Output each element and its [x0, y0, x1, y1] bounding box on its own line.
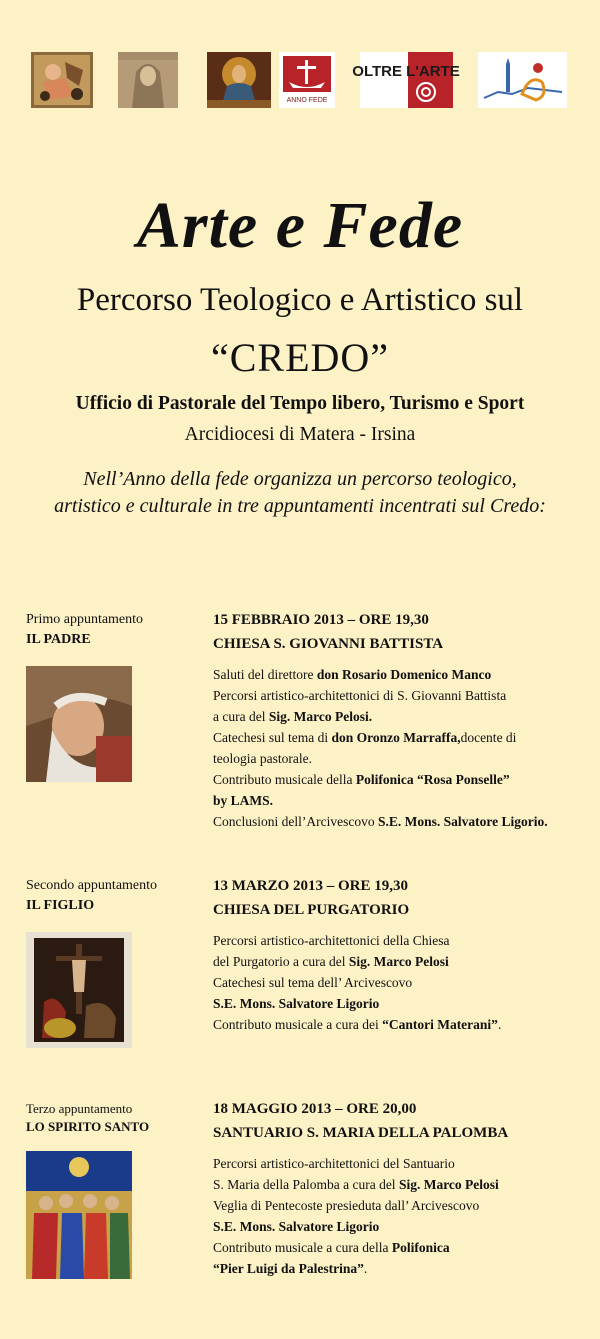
crucifixion-painting [26, 932, 132, 1048]
christ-pantocrator-logo [207, 52, 271, 108]
event-name: IL FIGLIO [26, 898, 95, 913]
detail-line: teologia pastorale. [213, 751, 312, 766]
event-date: 13 MARZO 2013 – ORE 19,30 [213, 878, 408, 894]
event-label: Terzo appuntamento [26, 1101, 133, 1116]
event-place: CHIESA S. GIOVANNI BATTISTA [213, 636, 444, 652]
subtitle-line-1: Percorso Teologico e Artistico sul [76, 282, 524, 318]
diocese-name: Arcidiocesi di Matera - Irsina [184, 424, 416, 445]
detail-line: Contributo musicale a cura dei “Cantori Materani”. [213, 1017, 502, 1032]
madonna-icon-logo [118, 52, 178, 108]
detail-line: Catechesi sul tema di don Oronzo Marraffa,docente di [213, 730, 517, 745]
detail-line: Conclusioni dell’Arcivescovo S.E. Mons. Salvatore Ligorio. [213, 814, 548, 829]
event-details [213, 930, 593, 1035]
mosaic-logo [31, 52, 93, 108]
event-name: IL PADRE [26, 632, 91, 647]
detail-line: S. Maria della Palomba a cura del Sig. Marco Pelosi [213, 1177, 499, 1192]
detail-line: Percorsi artistico-architettonici del Santuario [213, 1156, 455, 1171]
event-details [213, 1153, 593, 1279]
intro-line-2: artistico e culturale in tre appuntamenti incentrati sul Credo: [54, 495, 546, 517]
intro-line-1: Nell’Anno della fede organizza un percorso teologico, [83, 468, 517, 490]
svg-text:OLTRE L'ARTE: OLTRE L'ARTE [352, 63, 460, 80]
intro-text [0, 466, 600, 520]
detail-line: by LAMS. [213, 793, 274, 808]
god-the-father-painting [26, 666, 132, 782]
event-label: Secondo appuntamento [26, 878, 158, 893]
detail-line: Contributo musicale a cura della Polifonica [213, 1240, 450, 1255]
anno-della-fede-logo [279, 52, 335, 108]
event-place: SANTUARIO S. MARIA DELLA PALOMBA [213, 1125, 509, 1141]
subtitle-line-2: “CREDO” [210, 335, 390, 380]
event-place: CHIESA DEL PURGATORIO [213, 902, 410, 918]
diocese-logo [478, 52, 567, 108]
event-name: LO SPIRITO SANTO [26, 1119, 150, 1134]
organizer-office: Ufficio di Pastorale del Tempo libero, Turismo e Sport [75, 393, 525, 414]
detail-line: S.E. Mons. Salvatore Ligorio [213, 996, 380, 1011]
event-details [213, 664, 593, 832]
detail-line: Veglia di Pentecoste presieduta dall’ Arcivescovo [213, 1198, 480, 1213]
svg-text:ANNO FEDE: ANNO FEDE [286, 97, 328, 104]
logo-strip [0, 52, 600, 110]
pentecost-painting [26, 1151, 132, 1279]
detail-line: Percorsi artistico-architettonici di S. Giovanni Battista [213, 688, 507, 703]
event-label: Primo appuntamento [26, 612, 144, 627]
detail-line: Percorsi artistico-architettonici della Chiesa [213, 933, 450, 948]
event-date: 18 MAGGIO 2013 – ORE 20,00 [213, 1101, 417, 1117]
detail-line: “Pier Luigi da Palestrina”. [213, 1261, 368, 1276]
detail-line: S.E. Mons. Salvatore Ligorio [213, 1219, 380, 1234]
detail-line: del Purgatorio a cura del Sig. Marco Pelosi [213, 954, 449, 969]
oltre-larte-logo [352, 52, 460, 108]
page-title: Arte e Fede [136, 189, 464, 262]
event-date: 15 FEBBRAIO 2013 – ORE 19,30 [213, 612, 429, 628]
detail-line: Catechesi sul tema dell’ Arcivescovo [213, 975, 413, 990]
detail-line: a cura del Sig. Marco Pelosi. [213, 709, 373, 724]
detail-line: Saluti del direttore don Rosario Domenico Manco [213, 667, 492, 682]
detail-line: Contributo musicale della Polifonica “Rosa Ponselle” [213, 772, 510, 787]
